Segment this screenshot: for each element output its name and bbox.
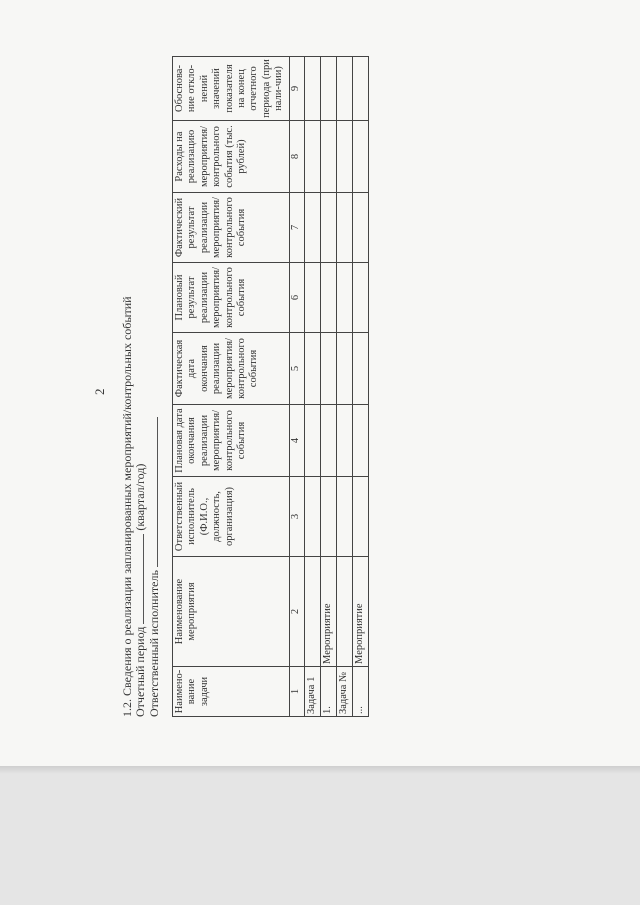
task-cell: ... — [353, 667, 369, 717]
scan-edge — [0, 766, 640, 774]
empty-cell — [305, 121, 321, 193]
col-number: 1 — [290, 667, 305, 717]
task-cell: Задача 1 — [305, 667, 321, 717]
empty-cell — [321, 57, 337, 121]
empty-cell — [321, 121, 337, 193]
table-row — [353, 57, 369, 717]
header-deviation-reason: Обоснова-ние откло-нений значений показателя на конец отчетного периода (при нали-чии) — [173, 57, 290, 121]
col-number: 9 — [290, 57, 305, 121]
empty-cell — [337, 333, 353, 405]
empty-cell — [321, 193, 337, 263]
empty-cell — [305, 193, 321, 263]
header-planned-result: Плановый результат реализации мероприятия/ контрольного события — [173, 263, 290, 333]
empty-cell — [321, 477, 337, 557]
table-row — [305, 57, 321, 717]
col-number: 4 — [290, 405, 305, 477]
header-event-name: Наименование мероприятия — [173, 557, 290, 667]
col-number: 7 — [290, 193, 305, 263]
event-cell: Мероприятие — [321, 557, 337, 667]
executor-line — [147, 417, 162, 717]
task-cell: 1. — [321, 667, 337, 717]
col-number: 6 — [290, 263, 305, 333]
empty-cell — [337, 263, 353, 333]
rotated-content — [92, 57, 370, 717]
empty-cell — [321, 333, 337, 405]
header-row — [173, 57, 290, 717]
empty-cell — [337, 193, 353, 263]
empty-cell — [353, 57, 369, 121]
event-cell: Мероприятие — [353, 557, 369, 667]
empty-cell — [337, 405, 353, 477]
task-cell: Задача № — [337, 667, 353, 717]
empty-cell — [353, 405, 369, 477]
section-title: 1.2. Сведения о реализации запланированных мероприятий/контрольных событий — [120, 296, 134, 717]
empty-cell — [305, 333, 321, 405]
executor-label: Ответственный исполнитель — [147, 570, 161, 717]
empty-cell — [305, 405, 321, 477]
events-table — [172, 56, 369, 717]
empty-cell — [353, 333, 369, 405]
table-row — [337, 57, 353, 717]
header-actual-date: Фактическая дата окончания реализации мероприятия/ контрольного события — [173, 333, 290, 405]
header-executor: Ответственный исполнитель (Ф.И.О., должность, организация) — [173, 477, 290, 557]
event-cell — [337, 557, 353, 667]
table-row — [321, 57, 337, 717]
col-number: 8 — [290, 121, 305, 193]
empty-cell — [305, 57, 321, 121]
empty-cell — [353, 121, 369, 193]
empty-cell — [305, 263, 321, 333]
empty-cell — [337, 121, 353, 193]
header-actual-result: Фактический результат реализации мероприятия/ контрольного события — [173, 193, 290, 263]
header-task-name: Наимено-вание задачи — [173, 667, 290, 717]
period-line — [133, 464, 148, 717]
period-hint: (квартал/год) — [133, 463, 147, 531]
empty-cell — [305, 477, 321, 557]
header-expenses: Расходы на реализацию мероприятия/ контрольного события (тыс. рублей) — [173, 121, 290, 193]
empty-cell — [321, 405, 337, 477]
empty-cell — [337, 57, 353, 121]
empty-cell — [353, 193, 369, 263]
events-table-wrap — [172, 57, 369, 717]
empty-cell — [337, 477, 353, 557]
page-number: 2 — [92, 388, 107, 395]
col-number: 3 — [290, 477, 305, 557]
col-number: 5 — [290, 333, 305, 405]
empty-cell — [321, 263, 337, 333]
column-number-row — [290, 57, 305, 717]
header-planned-date: Плановая дата окончания реализации мероприятия/ контрольного события — [173, 405, 290, 477]
period-label: Отчетный период — [133, 626, 147, 717]
empty-cell — [353, 263, 369, 333]
period-blank — [133, 534, 144, 624]
event-cell — [305, 557, 321, 667]
col-number: 2 — [290, 557, 305, 667]
executor-blank — [147, 417, 158, 567]
empty-cell — [353, 477, 369, 557]
